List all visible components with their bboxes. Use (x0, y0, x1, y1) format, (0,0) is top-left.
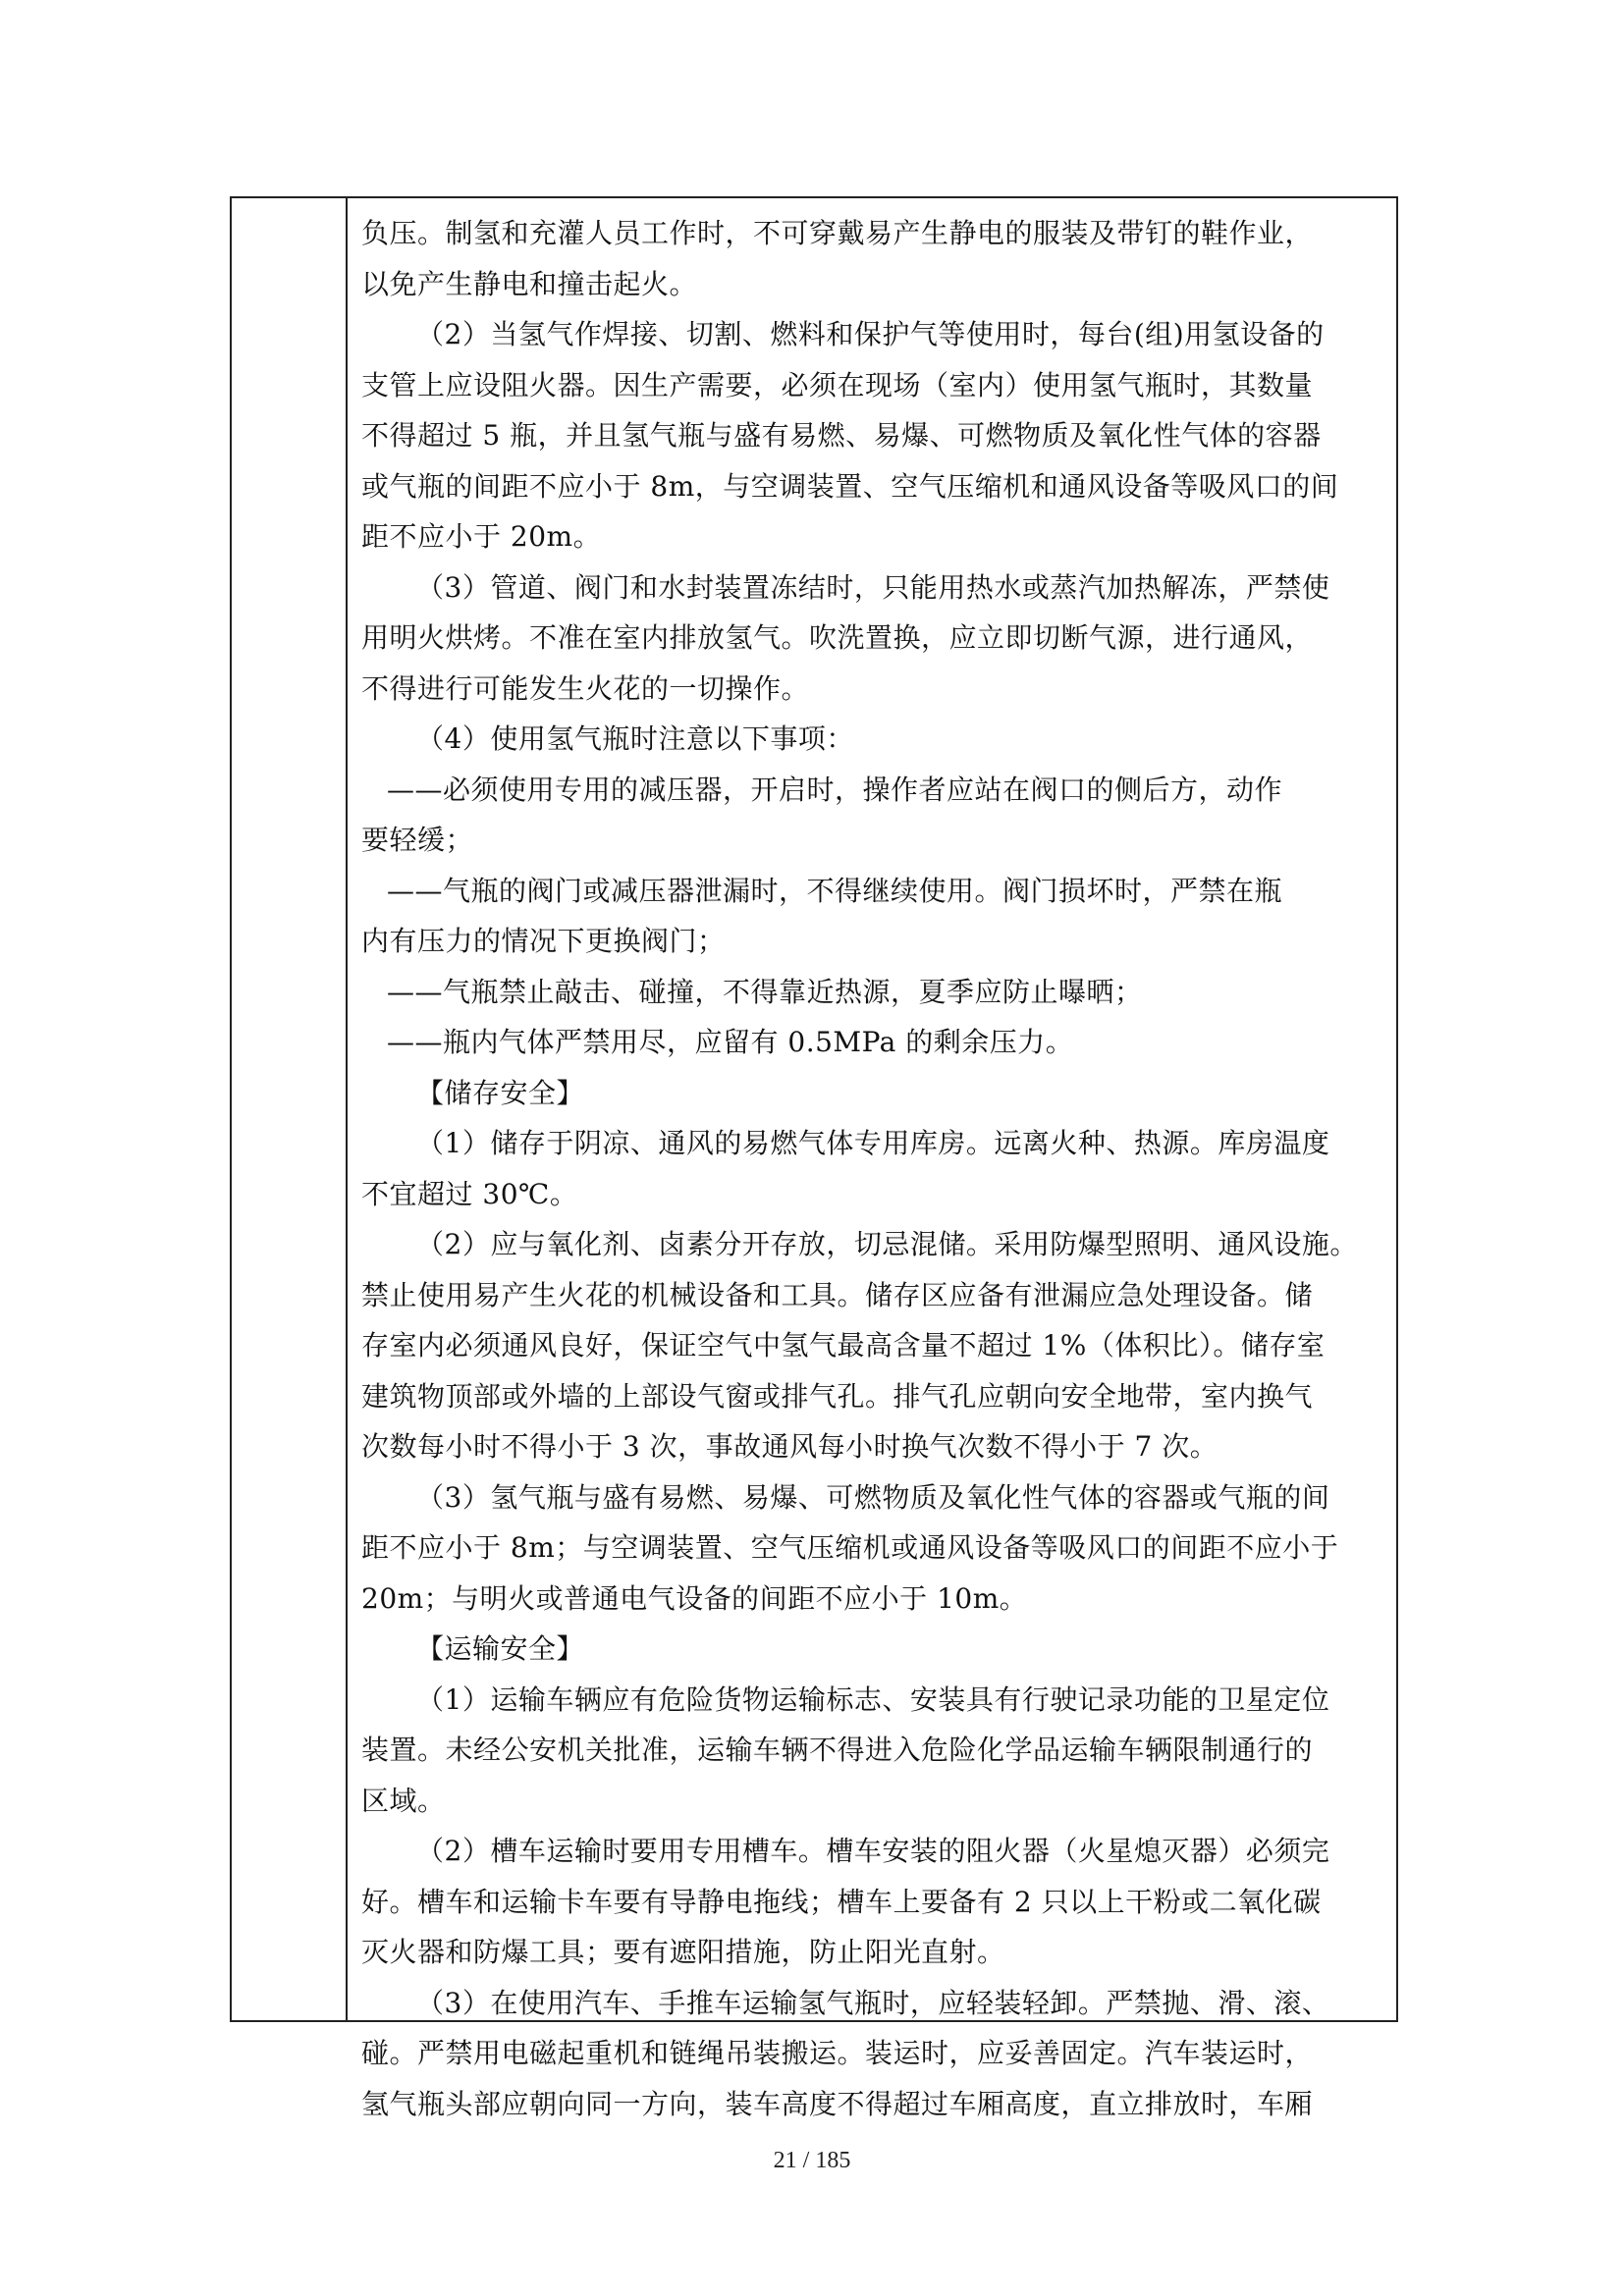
text-line: 不得进行可能发生火花的一切操作。 (361, 671, 810, 705)
text-line: 要轻缓； (361, 824, 474, 856)
text-line: （2）槽车运输时要用专用槽车。槽车安装的阻火器（火星熄灭器）必须完 (416, 1835, 1330, 1867)
text-line: ——气瓶禁止敲击、碰撞，不得靠近热源，夏季应防止曝晒； (387, 975, 1143, 1008)
text-line: （3）氢气瓶与盛有易燃、易爆、可燃物质及氧化性气体的容器或气瓶的间 (416, 1480, 1330, 1514)
text-line: 【储存安全】 (416, 1076, 585, 1109)
text-cell (361, 208, 1384, 2129)
text-line: 【运输安全】 (416, 1632, 585, 1665)
text-line: （3）在使用汽车、手推车运输氢气瓶时，应轻装轻卸。严禁抛、滑、滚、 (416, 1986, 1330, 2019)
text-line: 或气瓶的间距不应小于 8m，与空调装置、空气压缩机和通风设备等吸风口的间 (361, 469, 1339, 503)
text-line: （4）使用氢气瓶时注意以下事项： (416, 722, 854, 755)
text-line: ——气瓶的阀门或减压器泄漏时，不得继续使用。阀门损坏时，严禁在瓶 (387, 874, 1283, 907)
column-divider (346, 198, 348, 2020)
text-line: 以免产生静电和撞击起火。 (361, 267, 698, 300)
text-line: 灭火器和防爆工具；要有遮阳措施，防止阳光直射。 (361, 1936, 1005, 1968)
text-line: 次数每小时不得小于 3 次，事故通风每小时换气次数不得小于 7 次。 (361, 1430, 1218, 1463)
text-line: 内有压力的情况下更换阀门； (361, 925, 726, 957)
text-line: 不宜超过 30℃。 (361, 1177, 578, 1210)
text-line: 距不应小于 20m。 (361, 520, 602, 553)
text-line: 氢气瓶头部应朝向同一方向，装车高度不得超过车厢高度，直立排放时，车厢 (361, 2087, 1314, 2120)
text-line: 装置。未经公安机关批准，运输车辆不得进入危险化学品运输车辆限制通行的 (361, 1734, 1314, 1766)
text-line: ——瓶内气体严禁用尽，应留有 0.5MPa 的剩余压力。 (387, 1026, 1074, 1058)
text-line: 不得超过 5 瓶，并且氢气瓶与盛有易燃、易爆、可燃物质及氧化性气体的容器 (361, 419, 1322, 452)
text-line: ——必须使用专用的减压器，开启时，操作者应站在阀口的侧后方，动作 (387, 773, 1283, 806)
text-line: 20m；与明火或普通电气设备的间距不应小于 10m。 (361, 1581, 1028, 1615)
text-line: 用明火烘烤。不准在室内排放氢气。吹洗置换，应立即切断气源，进行通风， (361, 621, 1314, 654)
text-line: 建筑物顶部或外墙的上部设气窗或排气孔。排气孔应朝向安全地带，室内换气 (361, 1379, 1314, 1413)
text-line: （1）储存于阴凉、通风的易燃气体专用库房。远离火种、热源。库房温度 (416, 1127, 1330, 1159)
text-line: 距不应小于 8m；与空调装置、空气压缩机或通风设备等吸风口的间距不应小于 (361, 1531, 1339, 1564)
text-line: （1）运输车辆应有危险货物运输标志、安装具有行驶记录功能的卫星定位 (416, 1682, 1330, 1716)
text-line: 支管上应设阻火器。因生产需要，必须在现场（室内）使用氢气瓶时，其数量 (361, 368, 1314, 401)
text-line: 好。槽车和运输卡车要有导静电拖线；槽车上要备有 2 只以上干粉或二氧化碳 (361, 1885, 1322, 1918)
text-line: （2）应与氧化剂、卤素分开存放，切忌混储。采用防爆型照明、通风设施。 (416, 1228, 1358, 1260)
content-table (230, 196, 1398, 2120)
page-number: 21 / 185 (773, 2148, 851, 2173)
text-line: （2）当氢气作焊接、切割、燃料和保护气等使用时，每台(组)用氢设备的 (416, 318, 1325, 350)
text-line: （3）管道、阀门和水封装置冻结时，只能用热水或蒸汽加热解冻，严禁使 (416, 570, 1330, 604)
text-line: 负压。制氢和充灌人员工作时，不可穿戴易产生静电的服装及带钉的鞋作业， (361, 217, 1314, 249)
text-line: 禁止使用易产生火花的机械设备和工具。储存区应备有泄漏应急处理设备。储 (361, 1278, 1314, 1311)
text-line: 碰。严禁用电磁起重机和链绳吊装搬运。装运时，应妥善固定。汽车装运时， (361, 2037, 1314, 2069)
text-line: 存室内必须通风良好，保证空气中氢气最高含量不超过 1%（体积比）。储存室 (361, 1329, 1326, 1362)
text-line: 区域。 (361, 1784, 446, 1817)
